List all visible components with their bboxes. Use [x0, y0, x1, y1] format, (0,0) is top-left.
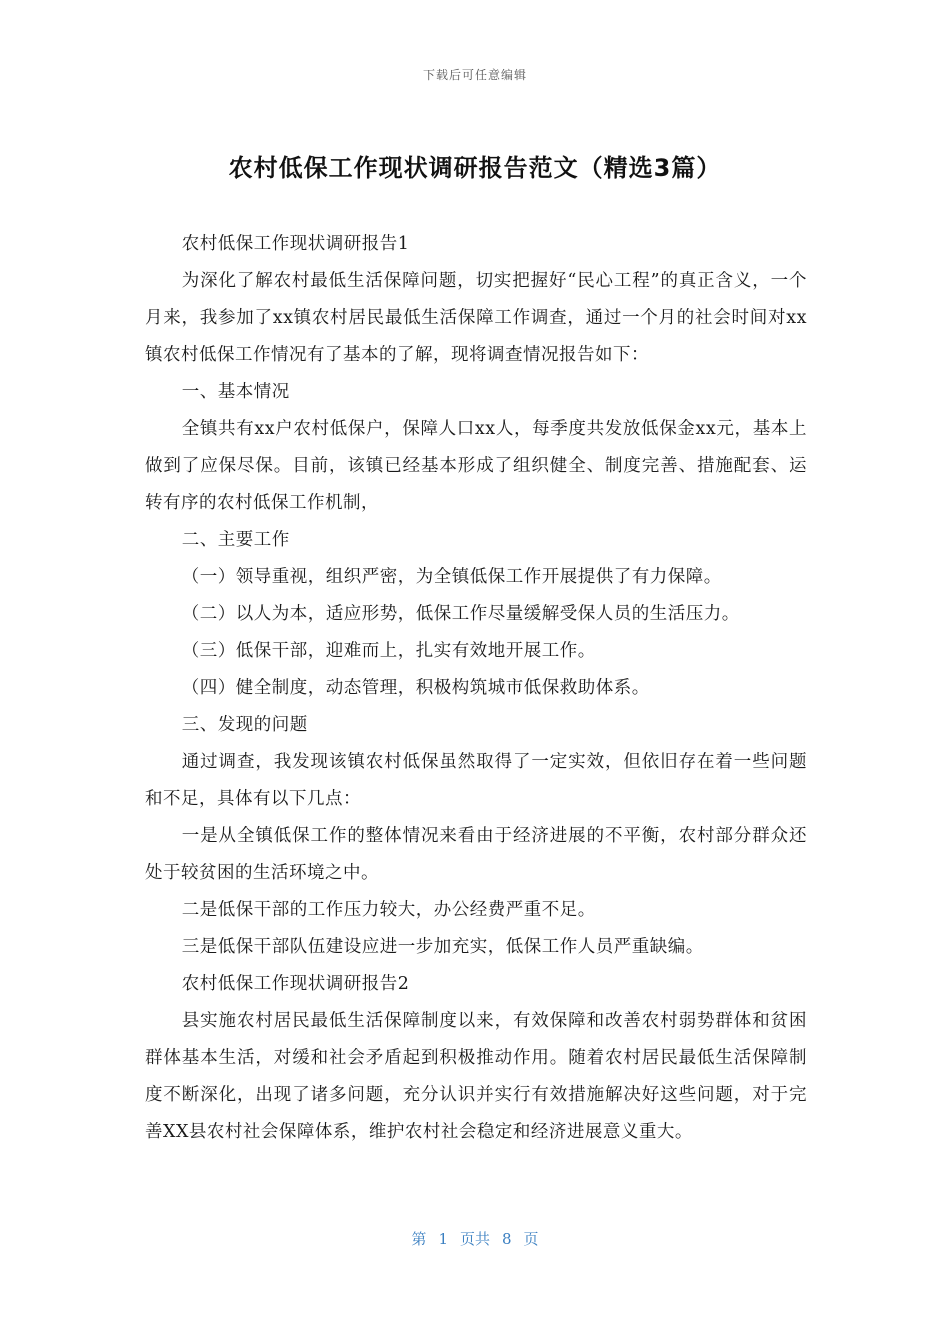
paragraph: 二是低保干部的工作压力较大，办公经费严重不足。	[181, 900, 596, 920]
section-heading: 三、发现的问题	[181, 715, 308, 735]
document-title: 农村低保工作现状调研报告范文（精选3篇）	[228, 154, 722, 182]
paragraph: 全镇共有xx户农村低保户，保障人口xx人，每季度共发放低保金xx元，基本上做到了应保尽保。目前，该镇已经基本形成了组织健全、制度完善、措施配套、运转有序的农村低保工作机制，	[145, 419, 807, 513]
paragraph: 通过调查，我发现该镇农村低保虽然取得了一定实效，但依旧存在着一些问题和不足，具体有以下几点：	[145, 752, 807, 809]
footer-total-pages: 8	[502, 1230, 512, 1248]
footer-current-page: 1	[438, 1230, 448, 1248]
footer-middle: 页共	[459, 1230, 490, 1248]
list-item: （四）健全制度，动态管理，积极构筑城市低保救助体系。	[181, 678, 650, 698]
list-item: （二）以人为本，适应形势，低保工作尽量缓解受保人员的生活压力。	[181, 604, 740, 624]
section-heading-report-1: 农村低保工作现状调研报告1	[181, 234, 410, 254]
paragraph: 三是低保干部队伍建设应进一步加充实，低保工作人员严重缺编。	[181, 937, 704, 957]
footer-prefix: 第	[411, 1230, 427, 1248]
section-heading: 一、基本情况	[181, 382, 290, 402]
section-heading: 二、主要工作	[181, 530, 290, 550]
document-body	[145, 226, 807, 1151]
list-item: （三）低保干部，迎难而上，扎实有效地开展工作。	[181, 641, 596, 661]
header-note: 下载后可任意编辑	[422, 68, 527, 82]
section-heading-report-2: 农村低保工作现状调研报告2	[181, 974, 410, 994]
paragraph: 为深化了解农村最低生活保障问题，切实把握好“民心工程”的真正含义，一个月来，我参加了xx镇农村居民最低生活保障工作调查，通过一个月的社会时间对xx镇农村低保工作情况有了基本的了解，现将调查情况报告如下：	[145, 271, 807, 365]
footer-suffix: 页	[523, 1230, 539, 1248]
page-number-footer	[0, 1228, 950, 1249]
paragraph: 一是从全镇低保工作的整体情况来看由于经济进展的不平衡，农村部分群众还处于较贫困的生活环境之中。	[145, 826, 807, 883]
paragraph: 县实施农村居民最低生活保障制度以来，有效保障和改善农村弱势群体和贫困群体基本生活，对缓和社会矛盾起到积极推动作用。随着农村居民最低生活保障制度不断深化，出现了诸多问题，充分认识并实行有效措施解决好这些问题，对于完善XX县农村社会保障体系，维护农村社会稳定和经济进展意义重大。	[145, 1011, 807, 1142]
list-item: （一）领导重视，组织严密，为全镇低保工作开展提供了有力保障。	[181, 567, 722, 587]
